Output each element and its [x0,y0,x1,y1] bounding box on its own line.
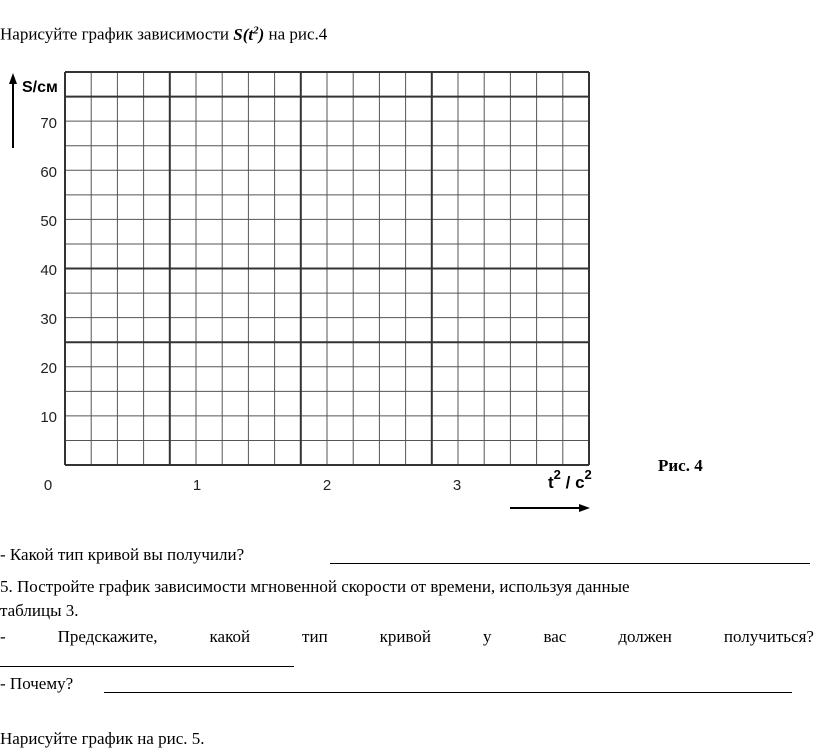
x-tick-label: 2 [322,477,332,494]
y-tick-label: 70 [40,115,57,132]
y-tick-label: 20 [40,360,57,377]
predict-word: какой [209,627,251,646]
predict-word: должен [618,627,672,646]
x-tick-label: 0 [43,477,53,494]
final-instruction: Нарисуйте график на рис. 5. [0,729,205,748]
question-why: - Почему? [0,674,74,693]
answer-line-predict[interactable] [0,666,294,667]
predict-word: - [0,627,6,646]
y-axis-arrowhead [9,73,17,84]
y-tick-label: 40 [40,262,57,279]
task-5-line1: 5. Постройте график зависимости мгновенной скорости от времени, используя данные [0,577,630,596]
y-tick-label: 60 [40,164,57,181]
question-curve-type: - Какой тип кривой вы получили? [0,545,245,564]
predict-word: вас [543,627,567,646]
predict-word: у [482,627,492,646]
y-tick-label: 30 [40,311,57,328]
task-title: Нарисуйте график зависимости $S(t^2)$ на рис.4 [0,24,328,44]
x-tick-label: 3 [452,477,462,494]
predict-word: получиться? [723,627,814,646]
answer-line-why[interactable] [104,692,792,693]
predict-word: кривой [379,627,432,646]
predict-word: тип [302,627,328,646]
x-axis-label: $t^2 / с^2$ [548,467,592,492]
x-tick-label: 1 [192,477,202,494]
task-5-line2: таблицы 3. [0,601,79,620]
answer-line-curve-type[interactable] [330,563,810,564]
y-axis-label: S/см [22,79,58,96]
y-tick-label: 50 [40,213,57,230]
question-predict [0,627,814,647]
figure-label: Рис. 4 [658,456,703,475]
predict-word: Предскажите, [57,627,158,646]
x-axis-arrowhead [579,504,590,512]
y-tick-label: 10 [40,409,57,426]
